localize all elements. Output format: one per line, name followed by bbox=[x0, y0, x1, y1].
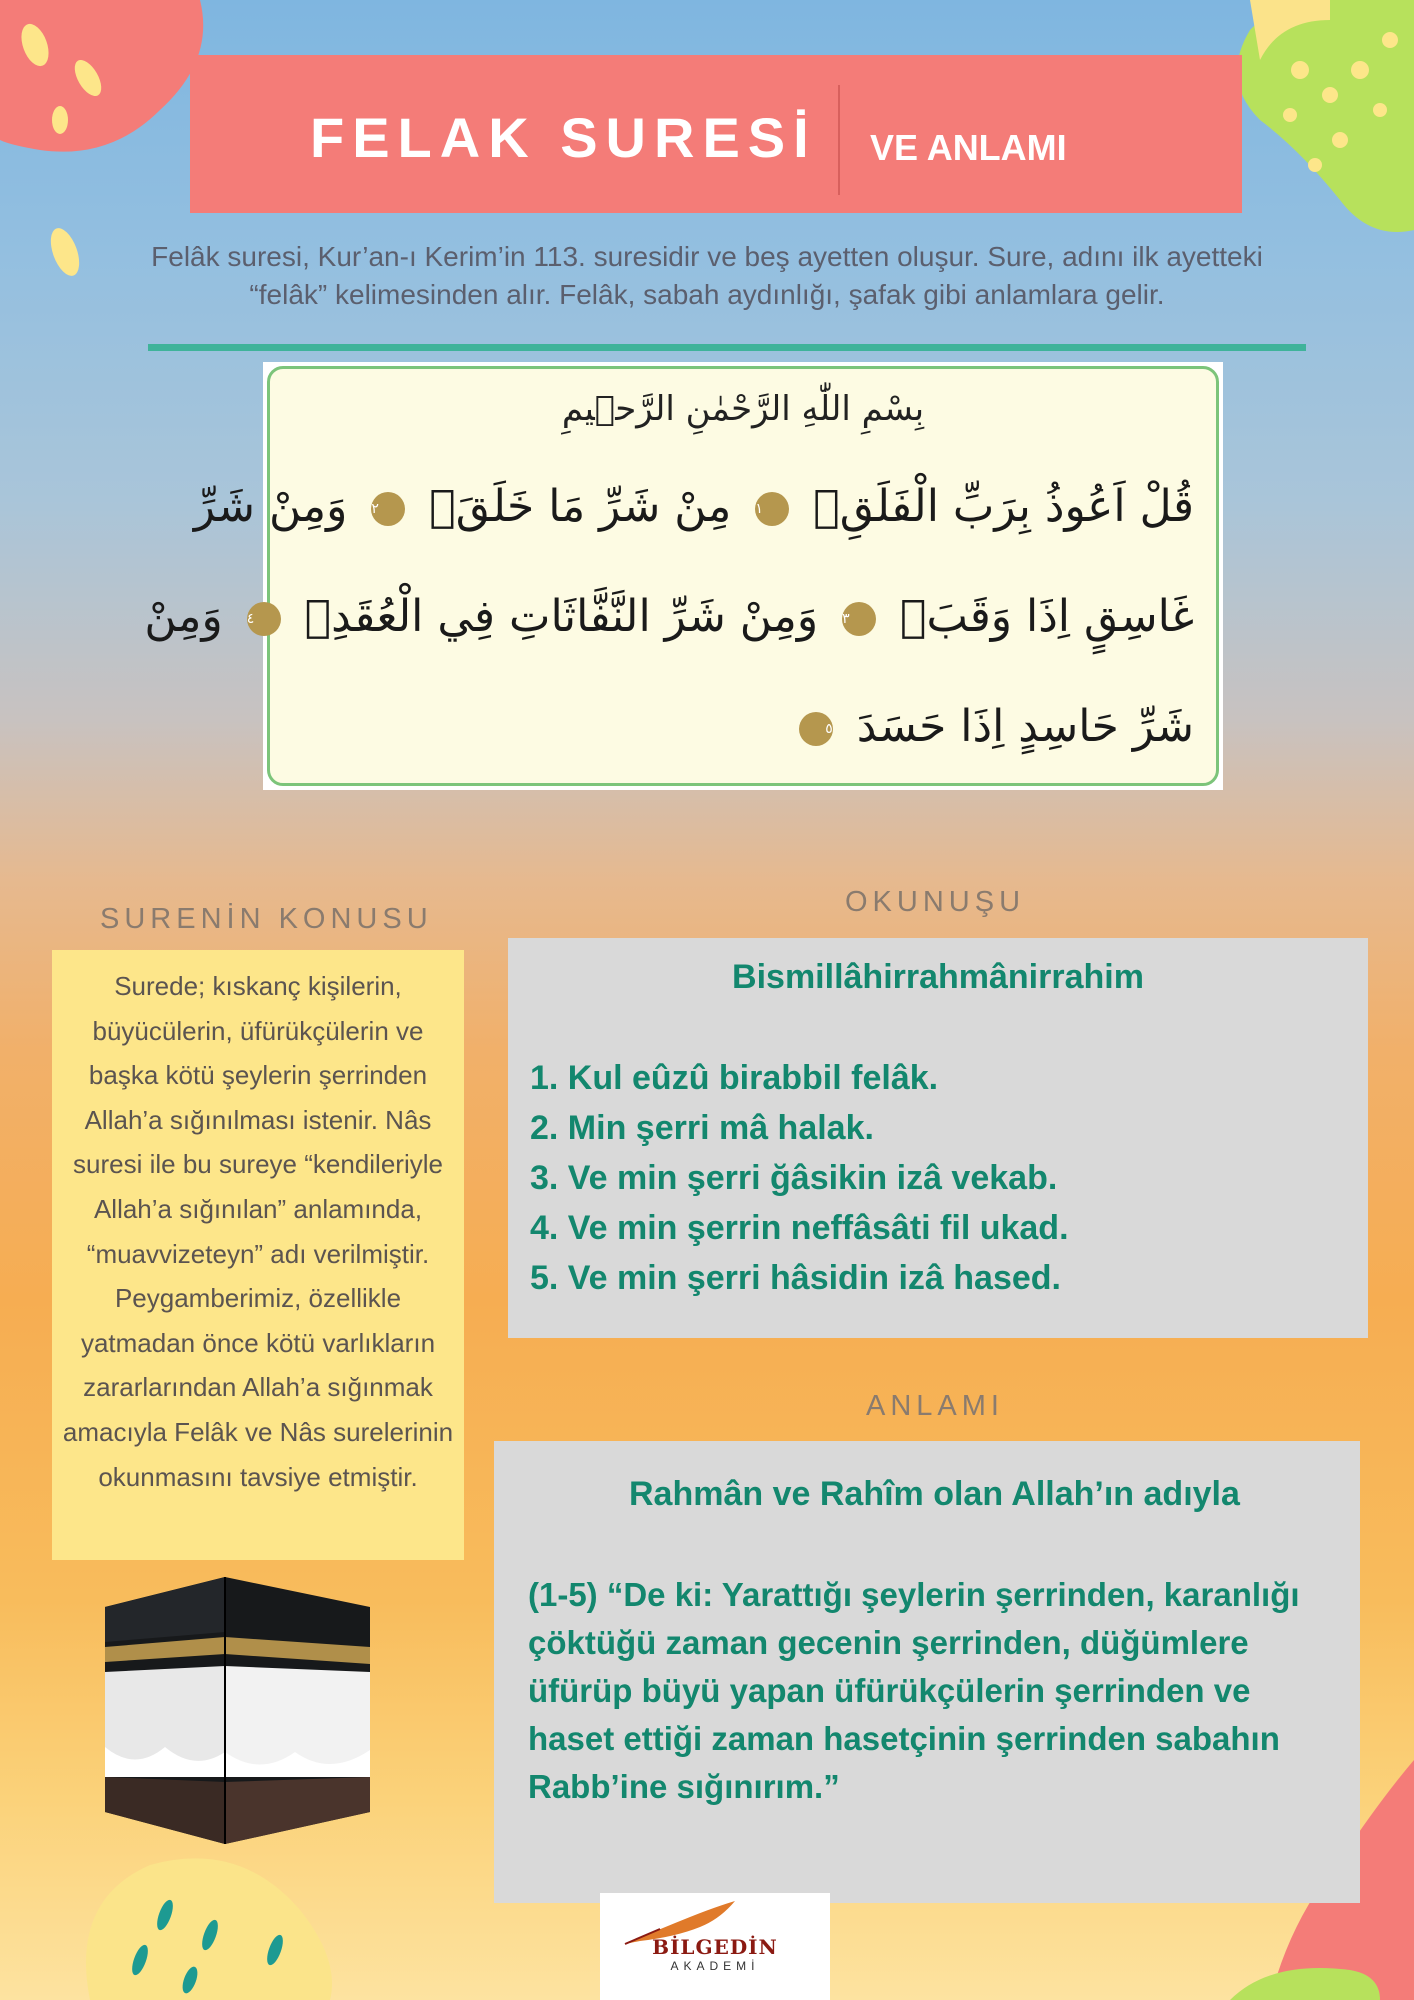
list-item: 4. Ve min şerrin neffâsâti fil ukad. bbox=[530, 1209, 1069, 1247]
ayah-marker-icon: ٤ bbox=[247, 602, 281, 636]
list-item: 3. Ve min şerri ğâsikin izâ vekab. bbox=[530, 1159, 1058, 1197]
logo-subtitle: AKADEMİ bbox=[670, 1959, 760, 1973]
ayah-line-1 bbox=[193, 481, 1194, 532]
ayah-marker-icon: ٣ bbox=[842, 602, 876, 636]
brand-logo bbox=[600, 1893, 830, 2000]
konu-box bbox=[52, 950, 464, 1560]
divider-rule bbox=[148, 344, 1306, 351]
intro-paragraph: Felâk suresi, Kur’an-ı Kerim’in 113. suresidir ve beş ayetten oluşur. Sure, adını ilk ayetteki “felâk” kelimesinden alır. Felâk, sabah aydınlığı, şafak gibi anlamlara gelir. bbox=[151, 241, 1263, 310]
title-banner bbox=[190, 55, 1242, 213]
list-item: 2. Min şerri mâ halak. bbox=[530, 1109, 874, 1147]
list-item: 1. Kul eûzû birabbil felâk. bbox=[530, 1059, 939, 1097]
list-item: 5. Ve min şerri hâsidin izâ hased. bbox=[530, 1259, 1062, 1297]
ayah-text: وَمِنْ شَرِّ النَّفَّاثَاتِ فِي الْعُقَدِۙ bbox=[304, 591, 819, 642]
basmala: بِسْمِ اللّٰهِ الرَّحْمٰنِ الرَّح۪يمِ bbox=[561, 389, 925, 429]
kaaba-icon bbox=[95, 1572, 370, 1847]
ayah-line-2 bbox=[144, 591, 1194, 642]
page-title: FELAK SURESİ bbox=[310, 106, 817, 169]
anlam-title: Rahmân ve Rahîm olan Allah’ın adıyla bbox=[629, 1475, 1240, 1513]
decor-top-left-blob bbox=[0, 0, 220, 190]
anlam-box bbox=[494, 1441, 1360, 1903]
okunus-list bbox=[530, 1053, 1069, 1303]
ayah-text: وَمِنْ bbox=[144, 591, 223, 642]
ayah-text: غَاسِقٍ اِذَا وَقَبَۙ bbox=[900, 591, 1194, 642]
decor-left-drop bbox=[45, 222, 85, 282]
ayah-line-3 bbox=[292, 701, 1194, 752]
ayah-text: قُلْ اَعُوذُ بِرَبِّ الْفَلَقِۙ bbox=[813, 481, 1194, 532]
okunus-title: Bismillâhirrahmânirrahim bbox=[732, 958, 1144, 996]
konu-text: Surede; kıskanç kişilerin, büyücülerin, üfürükçülerin ve başka kötü şeylerin şerrinden Allah’a sığınılması istenir. Nâs suresi ile bu sureye “kendileriyle Allah’a sığınılan” anlamında, “muavvizeteyn” adı verilmiştir. Peygamberimiz, özellikle yatmadan önce kötü varlıkların zararlarından Allah’a sığınmak amacıyla Felâk ve Nâs surelerinin okunmasını tavsiye etmiştir. bbox=[62, 971, 454, 1492]
arabic-text-panel bbox=[144, 362, 1223, 790]
logo-name: BİLGEDİN bbox=[652, 1935, 778, 1959]
ayah-marker-icon: ٥ bbox=[799, 712, 833, 746]
banner-divider bbox=[838, 85, 840, 195]
ayah-text: وَمِنْ شَرِّ bbox=[193, 481, 348, 532]
decor-bottom-left-blob bbox=[70, 1840, 350, 2000]
konu-heading: SURENİN KONUSU bbox=[100, 903, 433, 935]
decor-top-right-blob bbox=[1220, 0, 1414, 240]
arabic-frame bbox=[144, 366, 1219, 786]
anlam-text: (1-5) “De ki: Yarattığı şeylerin şerrinden, karanlığı çöktüğü zaman gecenin şerrinden, düğümlere üfürüp büyü yapan üfürükçülerin şerrinden ve haset ettiği zaman hasetçinin şerrinden sabahın Rabb’ine sığınırım.” bbox=[528, 1576, 1300, 1805]
okunus-box bbox=[508, 938, 1368, 1338]
ayah-marker-icon: ١ bbox=[755, 492, 789, 526]
ayah-text: مِنْ شَرِّ مَا خَلَقَۙ bbox=[429, 481, 732, 532]
ayah-text: شَرِّ حَاسِدٍ اِذَا حَسَدَ bbox=[856, 701, 1194, 752]
page-subtitle: VE ANLAMI bbox=[870, 127, 1067, 168]
okunus-heading: OKUNUŞU bbox=[845, 886, 1026, 918]
anlam-heading: ANLAMI bbox=[866, 1390, 1004, 1422]
ayah-marker-icon: ٢ bbox=[371, 492, 405, 526]
